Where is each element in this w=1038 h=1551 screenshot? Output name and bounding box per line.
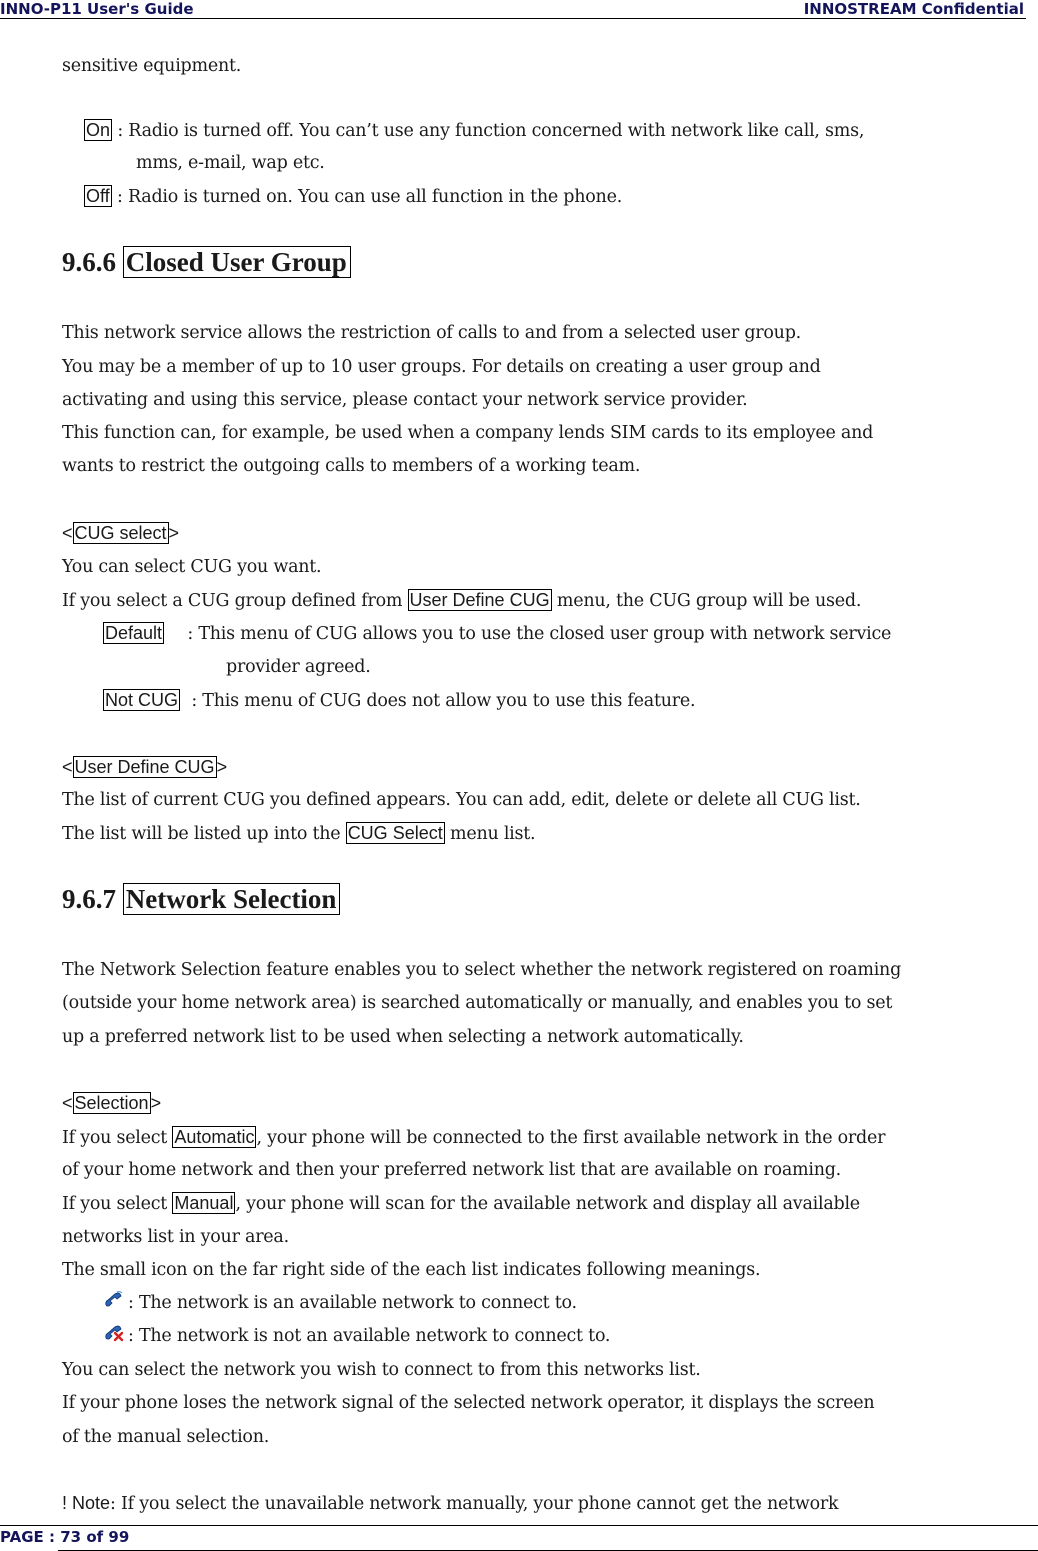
page-header xyxy=(0,0,1026,19)
on-description: : Radio is turned off. You can’t use any function concerned with network like call, sms, xyxy=(112,121,865,141)
not-cug-description: : This menu of CUG does not allow you to use this feature. xyxy=(186,691,696,711)
page-number: PAGE : 73 of 99 xyxy=(0,1528,130,1546)
text-run: The list will be listed up into the xyxy=(62,824,346,844)
default-description: : This menu of CUG allows you to use the closed user group with network service xyxy=(182,624,892,644)
paragraph-line: This network service allows the restriction of calls to and from a selected user group. xyxy=(62,323,801,343)
paragraph-line: networks list in your area. xyxy=(62,1227,289,1247)
intro-line: sensitive equipment. xyxy=(62,56,242,76)
phone-available-icon xyxy=(102,1290,124,1310)
subheading-selection: < Selection > xyxy=(62,1093,162,1113)
footer-rule xyxy=(0,1525,1038,1526)
text-run: If you select a CUG group defined from xyxy=(62,591,408,611)
paragraph-line: You can select the network you wish to connect to from this networks list. xyxy=(62,1360,701,1380)
off-description: : Radio is turned on. You can use all function in the phone. xyxy=(111,187,623,207)
paragraph-line: You may be a member of up to 10 user groups. For details on creating a user group and xyxy=(62,357,821,377)
text-run: , your phone will be connected to the first available network in the order xyxy=(256,1128,886,1148)
icon-available-desc: : The network is an available network to connect to. xyxy=(128,1293,577,1313)
menu-ref-cug-select: CUG Select xyxy=(347,823,443,843)
paragraph-line: The list of current CUG you defined appears. You can add, edit, delete or delete all CUG list. xyxy=(62,790,861,810)
subheading-cug-select: < CUG select > xyxy=(62,523,180,543)
paragraph-line: The Network Selection feature enables you to select whether the network registered on roaming xyxy=(62,960,902,980)
icon-unavailable-desc: : The network is not an available network to connect to. xyxy=(128,1326,611,1346)
text-run: If you select xyxy=(62,1194,173,1214)
paragraph-line: This function can, for example, be used when a company lends SIM cards to its employee and xyxy=(62,423,874,443)
note-line xyxy=(62,1491,838,1516)
paragraph-line: You can select CUG you want. xyxy=(62,557,322,577)
section-number: 9.6.7 xyxy=(62,884,123,914)
option-ref-manual: Manual xyxy=(174,1193,234,1213)
on-label: On xyxy=(86,120,111,140)
section-title: Closed User Group xyxy=(123,246,351,278)
paragraph-line: wants to restrict the outgoing calls to members of a working team. xyxy=(62,456,641,476)
section-title: Network Selection xyxy=(123,883,341,915)
on-option xyxy=(84,118,864,143)
menu-ref-user-define-cug: User Define CUG xyxy=(409,590,550,610)
default-label: Default xyxy=(105,623,163,643)
section-heading-network-selection xyxy=(62,881,340,917)
not-cug-option xyxy=(103,688,695,713)
off-option xyxy=(84,184,622,209)
paragraph-line: activating and using this service, please contact your network service provider. xyxy=(62,390,748,410)
default-description-cont: provider agreed. xyxy=(226,657,371,677)
header-doc-title: INNO-P11 User's Guide xyxy=(0,0,194,18)
subheading-user-define-cug: < User Define CUG > xyxy=(62,757,228,777)
on-description-cont: mms, e-mail, wap etc. xyxy=(136,153,325,173)
paragraph-line: (outside your home network area) is searched automatically or manually, and enables you to set xyxy=(62,993,893,1013)
header-confidential: INNOSTREAM Confidential xyxy=(803,0,1024,18)
paragraph-line: If your phone loses the network signal of the selected network operator, it displays the screen xyxy=(62,1393,875,1413)
paragraph-line: of the manual selection. xyxy=(62,1427,270,1447)
page-footer xyxy=(0,1525,1038,1550)
paragraph-line xyxy=(62,1125,885,1150)
note-text: : If you select the unavailable network manually, your phone cannot get the network xyxy=(110,1494,839,1514)
paragraph-line: up a preferred network list to be used when selecting a network automatically. xyxy=(62,1027,744,1047)
text-run: , your phone will scan for the available network and display all available xyxy=(235,1194,860,1214)
paragraph-line xyxy=(62,821,535,846)
default-option xyxy=(103,621,891,646)
subheading-label: User Define CUG xyxy=(74,757,215,777)
option-ref-automatic: Automatic xyxy=(174,1127,255,1147)
subheading-label: Selection xyxy=(74,1093,149,1113)
not-cug-label: Not CUG xyxy=(105,690,179,710)
paragraph-line: of your home network and then your preferred network list that are available on roaming. xyxy=(62,1160,841,1180)
text-run: menu list. xyxy=(444,824,536,844)
phone-unavailable-icon xyxy=(102,1323,124,1343)
off-label: Off xyxy=(86,186,110,206)
section-heading-cug xyxy=(62,244,351,280)
paragraph-line xyxy=(62,1191,860,1216)
text-run: If you select xyxy=(62,1128,173,1148)
note-label: ! Note xyxy=(62,1493,111,1513)
section-number: 9.6.6 xyxy=(62,247,123,277)
paragraph-line: The small icon on the far right side of the each list indicates following meanings. xyxy=(62,1260,761,1280)
text-run: menu, the CUG group will be used. xyxy=(551,591,862,611)
subheading-label: CUG select xyxy=(74,523,167,543)
paragraph-line xyxy=(62,588,861,613)
